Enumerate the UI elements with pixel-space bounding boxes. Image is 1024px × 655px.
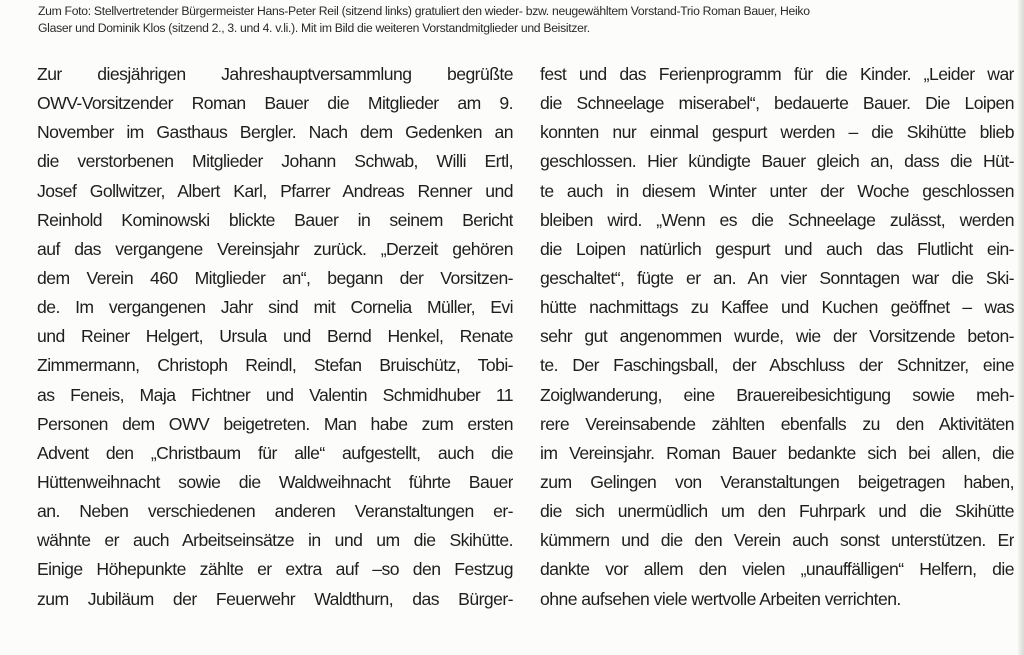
article-line: zum Jubiläum der Feuerwehr Waldthurn, das Bürger- <box>37 588 513 609</box>
scan-page-edge <box>1018 0 1024 655</box>
article-line: kümmern und die den Verein auch sonst unterstützen. Er <box>540 530 1014 551</box>
caption-line: Zum Foto: Stellvertretender Bürgermeister Hans-Peter Reil (sitzend links) gratuliert den wieder- bzw. neugewähltem Vorstand-Trio Roman Bauer, Heiko <box>38 4 810 18</box>
article-line: zum Gelingen von Veranstaltungen beigetragen haben, <box>540 471 1014 492</box>
article-line: Zimmermann, Christoph Reindl, Stefan Bruischütz, Tobi- <box>37 355 513 376</box>
article-line: die Schneelage miserabel“, bedauerte Bauer. Die Loipen <box>540 93 1014 114</box>
article-line: geschlossen. Hier kündigte Bauer gleich an, dass die Hüt- <box>540 151 1014 172</box>
article-line: ohne aufsehen viele wertvolle Arbeiten verrichten. <box>540 588 901 609</box>
article-line: November im Gasthaus Bergler. Nach dem Gedenken an <box>37 122 513 143</box>
article-line: hütte nachmittags zu Kaffee und Kuchen geöffnet – was <box>540 297 1014 318</box>
article-line: as Feneis, Maja Fichtner und Valentin Schmidhuber 11 <box>37 384 513 405</box>
article-line: konnten nur einmal gespurt werden – die Skihütte blieb <box>540 122 1014 143</box>
article-line: fest und das Ferienprogramm für die Kinder. „Leider war <box>540 64 1014 84</box>
article-line: an. Neben verschiedenen anderen Veranstaltungen er- <box>37 501 513 522</box>
article-column-left <box>37 60 513 614</box>
article-line: Advent den „Christbaum für alle“ aufgestellt, auch die <box>37 442 513 463</box>
article-line: te auch in diesem Winter unter der Woche geschlossen <box>540 180 1014 201</box>
article-line: Hüttenweihnacht sowie die Waldweihnacht führte Bauer <box>37 471 513 492</box>
article-line: Einige Höhepunkte zählte er extra auf –so den Festzug <box>37 559 513 580</box>
article-line: Josef Gollwitzer, Albert Karl, Pfarrer Andreas Renner und <box>37 180 513 201</box>
article-line: im Vereinsjahr. Roman Bauer bedankte sich bei allen, die <box>540 442 1014 463</box>
article-line: und Reiner Helgert, Ursula und Bernd Henkel, Renate <box>37 326 513 347</box>
article-line: Zoiglwanderung, eine Brauereibesichtigung sowie meh- <box>540 384 1014 405</box>
article-line: sehr gut angenommen wurde, wie der Vorsitzende beton- <box>540 326 1014 347</box>
article-line: auf das vergangene Vereinsjahr zurück. „Derzeit gehören <box>37 238 513 259</box>
article-line: rere Vereinsabende zählten ebenfalls zu den Aktivitäten <box>540 413 1014 434</box>
article-line: OWV-Vorsitzender Roman Bauer die Mitglieder am 9. <box>37 93 513 114</box>
article-line: de. Im vergangenen Jahr sind mit Cornelia Müller, Evi <box>37 297 513 318</box>
article-line: die verstorbenen Mitglieder Johann Schwab, Willi Ertl, <box>37 151 513 172</box>
article-line: dankte vor allem den vielen „unauffälligen“ Helfern, die <box>540 559 1014 580</box>
article-column-right <box>540 60 1014 614</box>
photo-caption <box>38 3 1013 37</box>
article-line: Reinhold Kominowski blickte Bauer in seinem Bericht <box>37 209 513 230</box>
caption-line: Glaser und Dominik Klos (sitzend 2., 3. und 4. v.li.). Mit im Bild die weiteren Vorstandmitglieder und Beisitzer. <box>38 21 590 35</box>
article-line: Personen dem OWV beigetreten. Man habe zum ersten <box>37 413 513 434</box>
article-line: dem Verein 460 Mitglieder an“, begann der Vorsitzen- <box>37 267 513 288</box>
article-line: te. Der Faschingsball, der Abschluss der Schnitzer, eine <box>540 355 1014 376</box>
article-line: die Loipen natürlich gespurt und auch das Flutlicht ein- <box>540 238 1014 259</box>
article-line: wähnte er auch Arbeitseinsätze in und um die Skihütte. <box>37 530 513 551</box>
article-line: bleiben wird. „Wenn es die Schneelage zulässt, werden <box>540 209 1014 230</box>
article-line: Zur diesjährigen Jahreshauptversammlung begrüßte <box>37 64 513 84</box>
article-line: geschaltet“, fügte er an. An vier Sonntagen war die Ski- <box>540 267 1014 288</box>
article-line: die sich unermüdlich um den Fuhrpark und die Skihütte <box>540 501 1014 522</box>
